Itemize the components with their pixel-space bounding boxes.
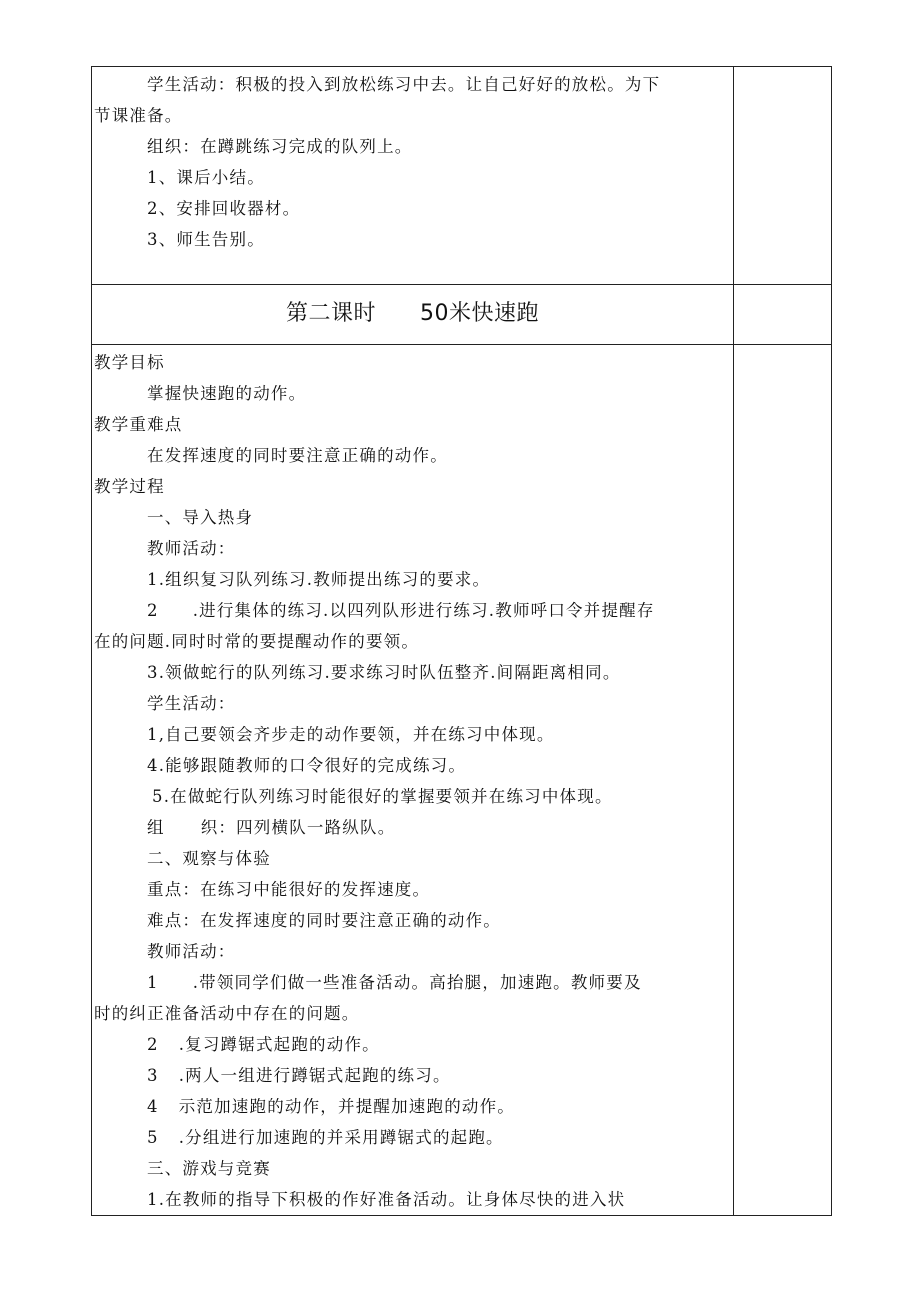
list-item: 1,自己要领会齐步走的动作要领，并在练习中体现。 [147, 725, 555, 744]
list-item: 1.组织复习队列练习.教师提出练习的要求。 [147, 570, 491, 589]
row-lesson-title [92, 285, 832, 345]
lesson-plan-table [91, 66, 832, 1216]
student-activity-label: 学生活动： [147, 694, 236, 713]
list-item: 4 示范加速跑的动作，并提醒加速跑的动作。 [147, 1097, 516, 1116]
list-item: 2、安排回收器材。 [147, 199, 301, 218]
list-item-text: .进行集体的练习.以四列队形进行练习.教师呼口令并提醒存 [192, 601, 655, 620]
list-item: 1.在教师的指导下积极的作好准备活动。让身体尽快的进入状 [147, 1190, 626, 1209]
organization-line: 组织：在蹲跳练习完成的队列上。 [147, 137, 413, 156]
list-item: 2 .复习蹲锯式起跑的动作。 [147, 1035, 380, 1054]
goal-text: 掌握快速跑的动作。 [147, 384, 307, 403]
teacher-activity-label: 教师活动： [147, 942, 236, 961]
list-item-number: 2 [147, 601, 159, 620]
organization-line: 组 织：四列横队一路纵队。 [147, 818, 396, 837]
side-cell-3 [734, 345, 832, 1216]
lesson-title: 第二课时 [285, 301, 376, 326]
goal-heading: 教学目标 [94, 353, 165, 372]
list-item: 4.能够跟随教师的口令很好的完成练习。 [147, 756, 467, 775]
student-activity-line: 学生活动：积极的投入到放松练习中去。让自己好好的放松。为下 [147, 75, 661, 94]
row-previous-lesson-end [92, 67, 832, 285]
main-cell-3 [92, 345, 734, 1216]
list-item: 5 .分组进行加速跑的并采用蹲锯式的起跑。 [147, 1128, 504, 1147]
difficulty-heading: 教学重难点 [94, 415, 183, 434]
lesson-title-cell [92, 285, 734, 345]
section-heading: 一、导入热身 [147, 508, 254, 527]
list-item: 3、师生告别。 [147, 230, 265, 249]
list-item-cont: 时的纠正准备活动中存在的问题。 [94, 1004, 360, 1023]
key-point: 重点：在练习中能很好的发挥速度。 [147, 880, 431, 899]
list-item: 5.在做蛇行队列练习时能很好的掌握要领并在练习中体现。 [152, 787, 613, 806]
lesson-plan-sheet [91, 66, 832, 1216]
section-heading: 三、游戏与竞赛 [147, 1159, 271, 1178]
list-item [92, 595, 733, 626]
process-heading: 教学过程 [94, 477, 165, 496]
list-item: 3 .两人一组进行蹲锯式起跑的练习。 [147, 1066, 451, 1085]
list-item: 1 .带领同学们做一些准备活动。高抬腿，加速跑。教师要及 [147, 973, 642, 992]
difficulty-text: 在发挥速度的同时要注意正确的动作。 [147, 446, 448, 465]
teacher-activity-label: 教师活动： [147, 539, 236, 558]
section-heading: 二、观察与体验 [147, 849, 271, 868]
list-item: 3.领做蛇行的队列练习.要求练习时队伍整齐.间隔距离相同。 [147, 663, 621, 682]
side-cell-2 [734, 285, 832, 345]
student-activity-line-cont: 节课准备。 [94, 106, 183, 125]
main-cell-1 [92, 67, 734, 285]
list-item-cont: 在的问题.同时时常的要提醒动作的要领。 [94, 632, 420, 651]
difficult-point: 难点：在发挥速度的同时要注意正确的动作。 [147, 911, 501, 930]
side-cell-1 [734, 67, 832, 285]
lesson-subtitle: 50米快速跑 [420, 301, 539, 326]
list-item: 1、课后小结。 [147, 168, 265, 187]
row-lesson-body [92, 345, 832, 1216]
